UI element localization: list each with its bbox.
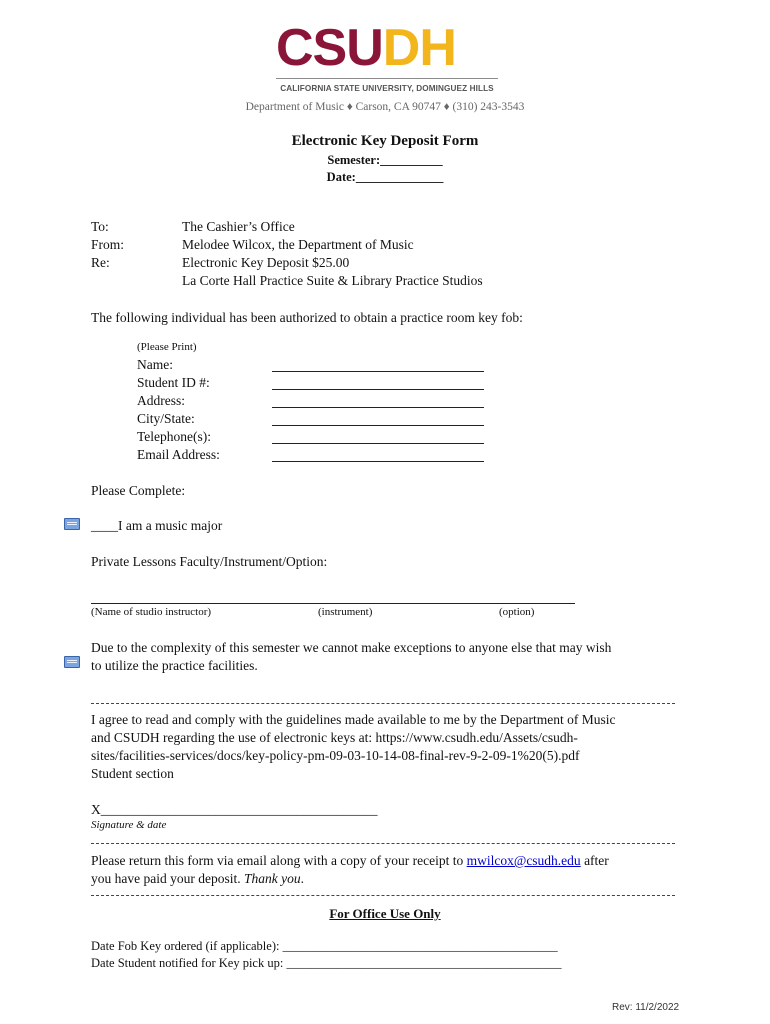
from-value: Melodee Wilcox, the Department of Music <box>182 237 414 252</box>
telephone-label: Telephone(s): <box>137 429 212 444</box>
instructor-caption: (Name of studio instructor) <box>91 606 212 618</box>
student-id-label: Student ID #: <box>137 375 210 390</box>
music-major-option[interactable]: ____I am a music major <box>91 518 223 533</box>
agreement-line-3: sites/facilities-services/docs/key-policy-pm-09-03-10-14-08-final-rev-9-2-09-1%20(5).pdf <box>91 748 580 763</box>
fob-ordered-line: Date Fob Key ordered (if applicable): ____________________________________________ <box>91 939 558 953</box>
office-use-heading: For Office Use Only <box>329 906 441 921</box>
notice-line-2: to utilize the practice facilities. <box>91 658 258 673</box>
address-field[interactable] <box>272 407 484 408</box>
re-label: Re: <box>91 255 110 270</box>
thank-you-text: Thank you <box>243 871 301 886</box>
faculty-field[interactable] <box>91 603 575 604</box>
divider <box>91 703 675 704</box>
print-note: (Please Print) <box>137 341 197 353</box>
student-notified-line: Date Student notified for Key pick up: ____________________________________________ <box>91 956 562 970</box>
email-field[interactable] <box>272 461 484 462</box>
signature-caption: Signature & date <box>91 819 167 831</box>
intro-text: The following individual has been authorized to obtain a practice room key fob: <box>91 310 523 325</box>
divider <box>91 843 675 844</box>
date-line: Date:______________ <box>326 170 444 184</box>
note-annotation-icon[interactable] <box>64 518 80 530</box>
city-state-label: City/State: <box>137 411 195 426</box>
return-line-1: Please return this form via email along with a copy of your receipt to mwilcox@csudh.edu after <box>91 853 609 868</box>
complete-heading: Please Complete: <box>91 483 186 498</box>
revision-date: Rev: 11/2/2022 <box>612 1002 680 1013</box>
to-value: The Cashier’s Office <box>182 219 295 234</box>
department-line: Department of Music ♦ Carson, CA 90747 ♦ (310) 243-3543 <box>245 101 525 113</box>
semester-line: Semester:__________ <box>327 153 443 167</box>
from-label: From: <box>91 237 125 252</box>
instrument-caption: (instrument) <box>318 606 373 618</box>
student-section-label: Student section <box>91 766 174 781</box>
student-id-field[interactable] <box>272 389 484 390</box>
logo-rule <box>276 78 498 79</box>
city-state-field[interactable] <box>272 425 484 426</box>
name-field[interactable] <box>272 371 484 372</box>
address-label: Address: <box>137 393 185 408</box>
name-label: Name: <box>137 357 173 372</box>
telephone-field[interactable] <box>272 443 484 444</box>
return-line-2: you have paid your deposit. Thank you. <box>91 871 304 886</box>
signature-field[interactable]: X_________________________________________ <box>91 802 378 817</box>
agreement-line-1: I agree to read and comply with the guidelines made available to me by the Department of Music <box>91 712 616 727</box>
email-link[interactable]: mwilcox@csudh.edu <box>466 853 581 868</box>
csudh-logo <box>270 16 502 102</box>
email-label: Email Address: <box>137 447 220 462</box>
option-caption: (option) <box>499 606 535 618</box>
re-value-2: La Corte Hall Practice Suite & Library Practice Studios <box>182 273 483 288</box>
logo-wordmark: CSUDH <box>276 19 456 77</box>
agreement-line-2: and CSUDH regarding the use of electronic keys at: https://www.csudh.edu/Assets/csudh- <box>91 730 578 745</box>
divider <box>91 895 675 896</box>
form-title: Electronic Key Deposit Form <box>291 133 479 149</box>
to-label: To: <box>91 219 109 234</box>
faculty-label: Private Lessons Faculty/Instrument/Option: <box>91 554 328 569</box>
logo-subtitle: CALIFORNIA STATE UNIVERSITY, DOMINGUEZ HILLS <box>280 84 494 93</box>
note-annotation-icon[interactable] <box>64 656 80 668</box>
re-value: Electronic Key Deposit $25.00 <box>182 255 350 270</box>
notice-line-1: Due to the complexity of this semester we cannot make exceptions to anyone else that may wish <box>91 640 612 655</box>
